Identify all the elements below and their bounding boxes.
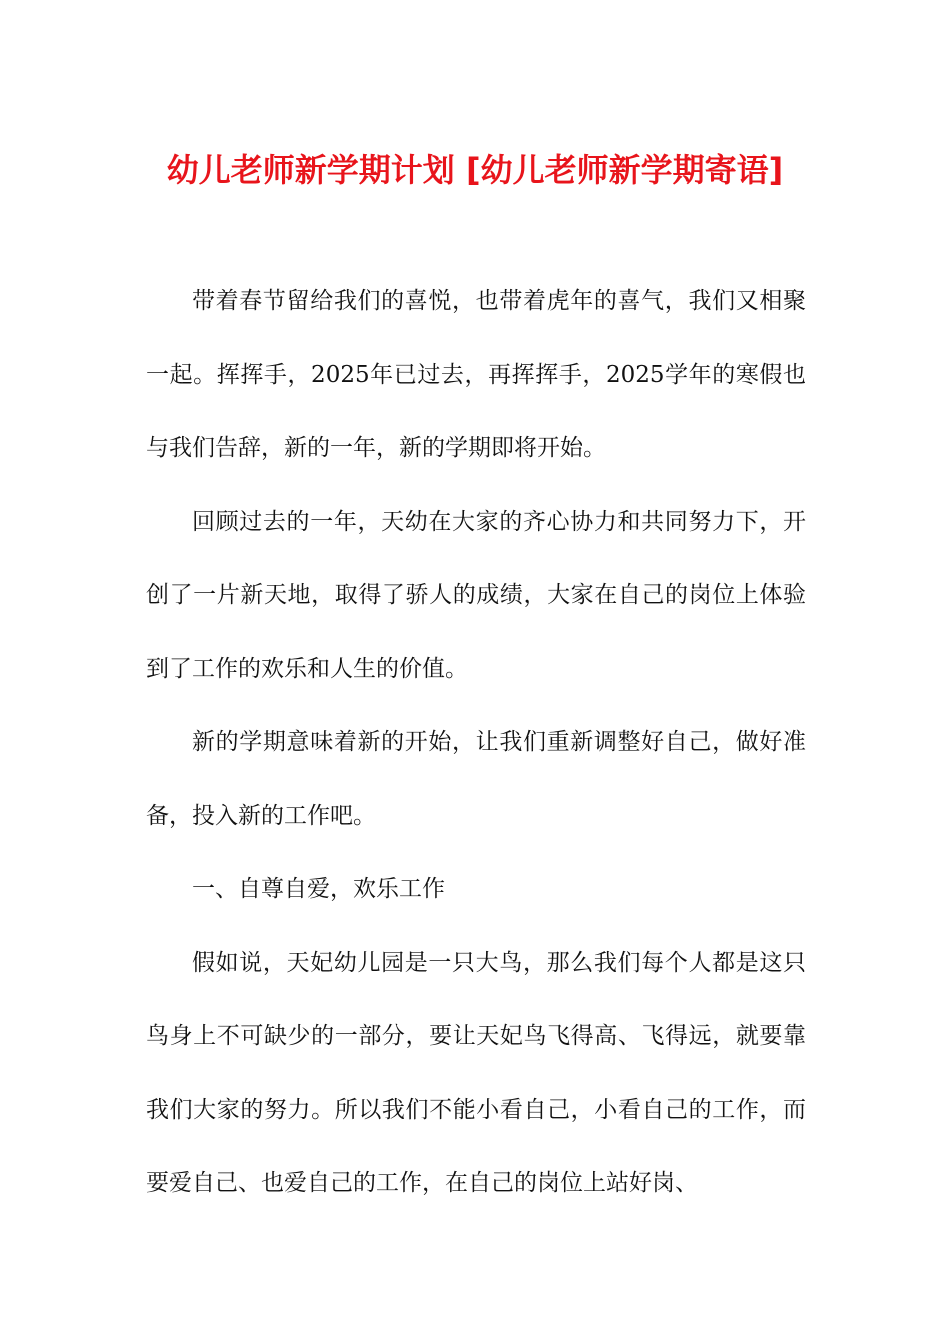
paragraph: 新的学期意味着新的开始，让我们重新调整好自己，做好准备，投入新的工作吧。 xyxy=(146,729,806,829)
paragraph: 回顾过去的一年，天幼在大家的齐心协力和共同努力下，开创了一片新天地，取得了骄人的成绩，大家在自己的岗位上体验到了工作的欢乐和人生的价值。 xyxy=(146,508,806,682)
document-title: 幼儿老师新学期计划 [幼儿老师新学期寄语] xyxy=(166,151,784,189)
paragraph: 假如说，天妃幼儿园是一只大鸟，那么我们每个人都是这只鸟身上不可缺少的一部分，要让天妃鸟飞得高、飞得远，就要靠我们大家的努力。所以我们不能小看自己，小看自己的工作，而要爱自己、也爱自己的工作，在自己的岗位上站好岗、 xyxy=(146,949,806,1196)
document-body xyxy=(146,265,806,1221)
paragraph: 带着春节留给我们的喜悦，也带着虎年的喜气，我们又相聚一起。挥挥手，2025年已过去，再挥挥手，2025学年的寒假也与我们告辞，新的一年，新的学期即将开始。 xyxy=(146,288,806,461)
section-heading: 一、自尊自爱，欢乐工作 xyxy=(192,876,445,902)
